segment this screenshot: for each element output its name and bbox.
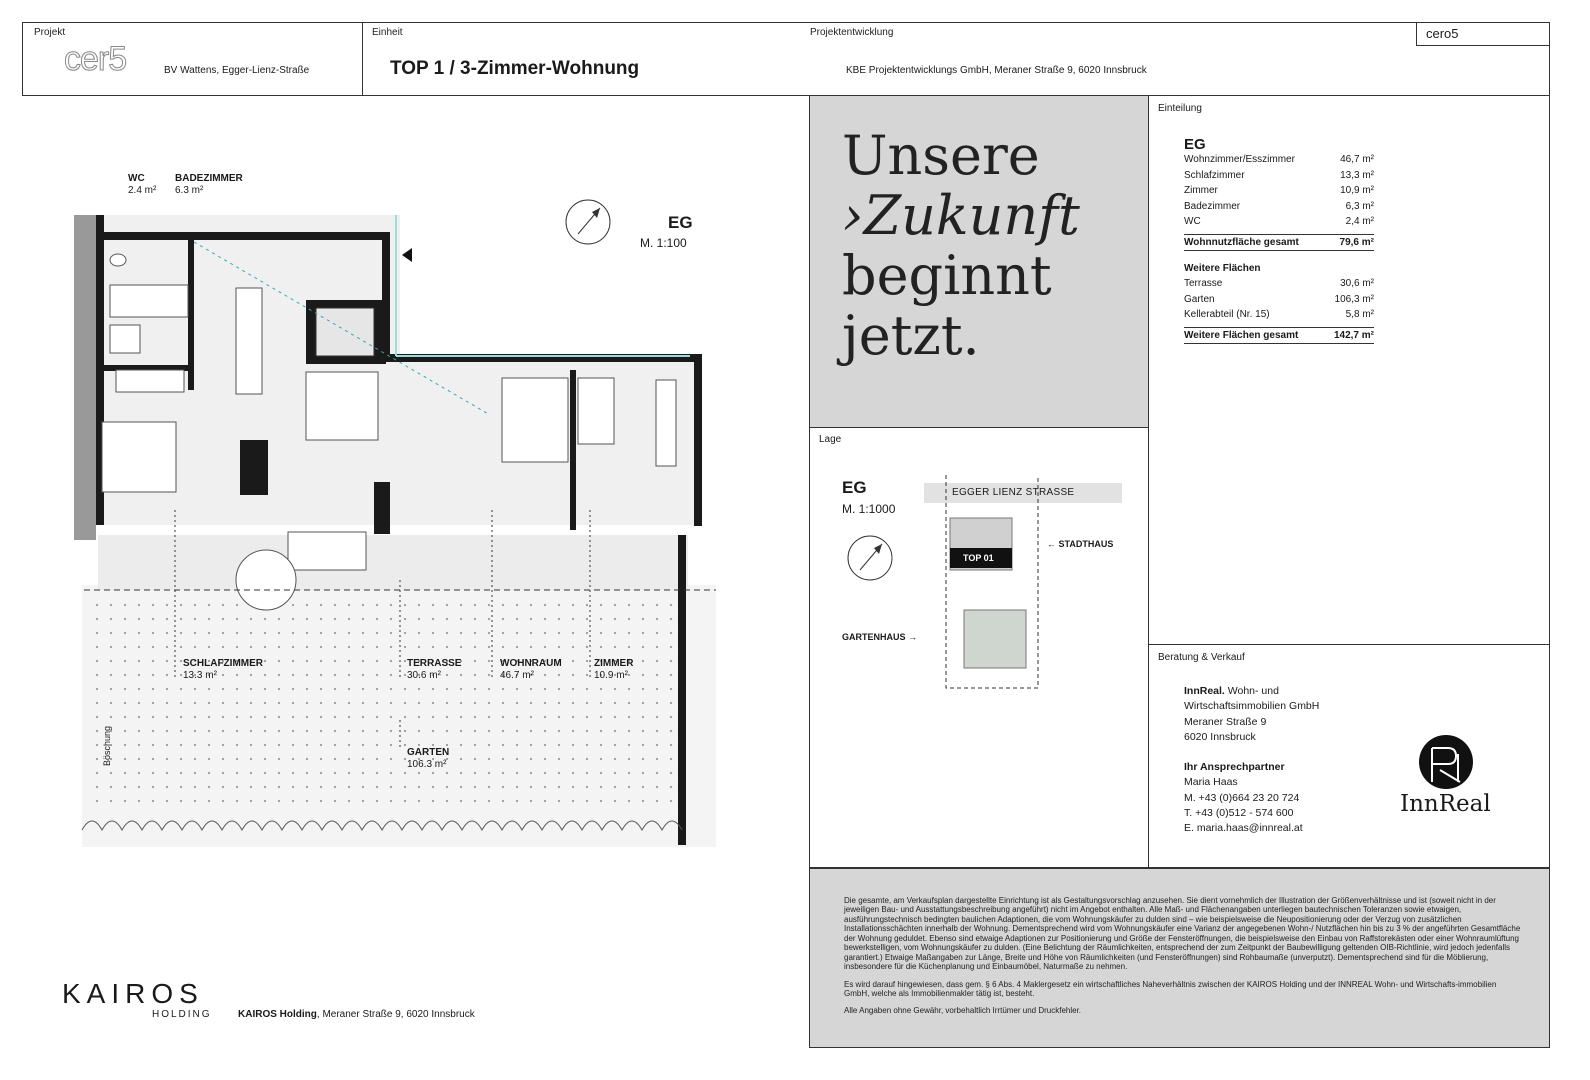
- contact-phone[interactable]: T. +43 (0)512 - 574 600: [1184, 807, 1294, 820]
- spiral-stair: [236, 550, 296, 610]
- compass-plan: [566, 200, 610, 244]
- row-bad: Badezimmer 6,3 m²: [1184, 200, 1374, 212]
- projekt-label: Projekt: [34, 27, 66, 38]
- row-keller: Kellerabteil (Nr. 15) 5,8 m²: [1184, 309, 1374, 320]
- sofa: [502, 378, 568, 462]
- einheit-value: TOP 1 / 3-Zimmer-Wohnung: [390, 58, 640, 79]
- shaft: [316, 308, 374, 356]
- site-plan: [838, 470, 1138, 700]
- disclaimer-p3: Alle Angaben ohne Gewähr, vorbehaltlich Irrtümer und Druckfehler.: [844, 1006, 1082, 1016]
- washer: [116, 370, 184, 392]
- west-wall-grey: [74, 215, 96, 540]
- floor-plan: [70, 160, 720, 850]
- kitchen-island: [306, 372, 378, 440]
- shelf: [656, 380, 676, 466]
- slogan-line3: beginnt: [842, 244, 1052, 307]
- compass-site: [848, 536, 892, 580]
- kairos-logo: KAIROS: [62, 978, 204, 1009]
- room-schlaf: SCHLAFZIMMER 13.3 m²: [183, 658, 263, 681]
- company-line2: Wirtschaftsimmobilien GmbH: [1184, 700, 1320, 713]
- lage-scale: M. 1:1000: [842, 502, 896, 516]
- plan-scale: M. 1:100: [640, 236, 687, 250]
- disclaimer-p1: Die gesamte, am Verkaufsplan dargestellte Einrichtung ist als Gestaltungsvorschlag anzusehen. Sie dient vornehmlich der Illustration der Größenverhältnisse und ist (soweit nicht in der jeweiligen Bau- und Ausstattungsbeschreibung angeführt) nicht im Angebot enthalten. Alle Maß- und Flächenangaben unterliegen bautechnischen Toleranzen sowie etwaigen, ausführungstechnisch bedingten baulichen Adaptionen, die vom Wohnungskäufer zu dulden sind – wie beispielsweise die Neupositionierung oder der Verzug von zusätzlichen Installationsschächten innerhalb der Wohnung. Dementsprechend wird vom Wohnungskäufer eine Varianz der angegebenen Wohn-/ Nutzflächen hin bis zu 3 % der angeführten Gesamtfläche der Wohnung geduldet. Ebenso sind etwaige Adaptionen zur Positionierung und Größe der Fensteröffnungen, die beispielsweise den Einbau von Raffstorekästen oder einer Wohnraumlüftung bewerkstelligen, vom Wohnungskäufer zu dulden. (Eine Belichtung der Räumlichkeiten, entsprechend der zum Zeitpunkt der Baubewilligung geltenden OIB-Richtlinie, wird jedoch jedenfalls garantiert.) Etwaige Maßangaben zur Länge, Breite und Höhe von Räumlichkeiten (und Fensteröffnungen) sind Rohbaumaße (unverputzt). Dementsprechend sind für die Möblierung, insbesondere für die Küchenplanung und Einbaumöbel, Naturmaße zu nehmen.: [844, 896, 1521, 972]
- tag-text: cero5: [1426, 26, 1459, 41]
- company-line1: InnReal. Wohn- und: [1184, 685, 1279, 697]
- slogan-line4: jetzt.: [842, 304, 980, 367]
- plan-floor: EG: [668, 213, 693, 232]
- toilet: [110, 254, 126, 266]
- row-wc: WC 2,4 m²: [1184, 216, 1374, 227]
- lage-label: Lage: [819, 434, 842, 445]
- gartenhaus-block: [964, 610, 1026, 668]
- double-bed: [102, 422, 176, 492]
- header-bar: [22, 22, 1550, 96]
- right-divider-v: [1148, 96, 1149, 868]
- einheit-label: Einheit: [372, 27, 403, 38]
- beratung-divider-h: [1148, 644, 1550, 645]
- row-garten: Garten 106,3 m²: [1184, 293, 1374, 305]
- innreal-logo-icon: [1418, 734, 1474, 790]
- slogan-line1: Unsere: [842, 124, 1040, 187]
- contact-mobile[interactable]: M. +43 (0)664 23 20 724: [1184, 791, 1300, 804]
- weitere-label: Weitere Flächen: [1184, 262, 1261, 274]
- lage-top: TOP 01: [963, 553, 994, 563]
- lage-floor: EG: [842, 478, 867, 497]
- room-wohn: WOHNRAUM 46.7 m²: [500, 658, 562, 681]
- projekt-name: BV Wattens, Egger-Lienz-Straße: [164, 65, 310, 76]
- terrace-area: [98, 535, 688, 590]
- innreal-logo-text: InnReal: [1400, 791, 1491, 817]
- contact-email[interactable]: E. maria.haas@innreal.at: [1184, 822, 1303, 835]
- kairos-address: KAIROS Holding, Meraner Straße 9, 6020 Innsbruck: [238, 1009, 475, 1020]
- row-schlaf: Schlafzimmer 13,3 m²: [1184, 169, 1374, 181]
- room-bad: BADEZIMMER 6.3 m²: [175, 173, 243, 196]
- beratung-label: Beratung & Verkauf: [1158, 652, 1245, 663]
- entwicklung-value: KBE Projektentwicklungs GmbH, Meraner Straße 9, 6020 Innsbruck: [846, 65, 1147, 76]
- entwicklung-label: Projektentwicklung: [810, 27, 894, 38]
- lage-gartenhaus: GARTENHAUS →: [842, 632, 918, 642]
- kairos-logo-sub: HOLDING: [152, 1009, 212, 1020]
- contact-label: Ihr Ansprechpartner: [1184, 761, 1285, 774]
- lage-stadthaus: ← STADTHAUS: [1047, 539, 1114, 549]
- row-wohn: Wohnzimmer/Esszimmer 46,7 m²: [1184, 154, 1374, 165]
- single-bed: [578, 378, 614, 444]
- einteilung-floor: EG: [1184, 136, 1206, 153]
- lage-street: EGGER LIENZ STRASSE: [952, 487, 1075, 498]
- kitchen-unit: [236, 288, 262, 394]
- cer5-logo: cer5: [64, 40, 127, 78]
- row-total: Wohnnutzfläche gesamt 79,6 m²: [1184, 234, 1374, 251]
- bath-sink: [110, 325, 140, 353]
- header-divider-1: [362, 22, 363, 96]
- room-zimmer: ZIMMER 10.9 m²: [594, 658, 634, 681]
- row-weitere-total: Weitere Flächen gesamt 142,7 m²: [1184, 327, 1374, 344]
- disclaimer-p2: Es wird darauf hingewiesen, dass gem. § 6 Abs. 4 Maklergesetz ein wirtschaftliches Naheverhältnis zwischen der KAIROS Holding und der INNREAL Wohn- und Wirtschafts-immobilien GmbH, welche als Immobilienmakler tätig ist, besteht.: [844, 979, 1497, 998]
- disclaimer-text: [844, 896, 1522, 1016]
- room-terrasse: TERRASSE 30.6 m²: [407, 658, 462, 681]
- room-wc: WC 2.4 m²: [128, 173, 157, 196]
- beratung-contact: [1184, 684, 1319, 837]
- boeschung-label: Böschung: [102, 725, 112, 766]
- lage-divider-h: [809, 427, 1149, 428]
- slogan-line2: ›Zukunft: [842, 184, 1080, 247]
- company-street: Meraner Straße 9: [1184, 715, 1267, 728]
- row-zimmer: Zimmer 10,9 m²: [1184, 185, 1374, 196]
- room-garten: GARTEN 106.3 m²: [407, 747, 450, 770]
- garden-area: [82, 585, 716, 847]
- einteilung-label: Einteilung: [1158, 103, 1202, 114]
- dining-table: [288, 532, 366, 570]
- bathtub: [110, 285, 188, 317]
- einteilung-table: [1184, 152, 1374, 344]
- row-terrasse: Terrasse 30,6 m²: [1184, 278, 1374, 289]
- contact-name: Maria Haas: [1184, 776, 1238, 789]
- company-city: 6020 Innsbruck: [1184, 730, 1256, 743]
